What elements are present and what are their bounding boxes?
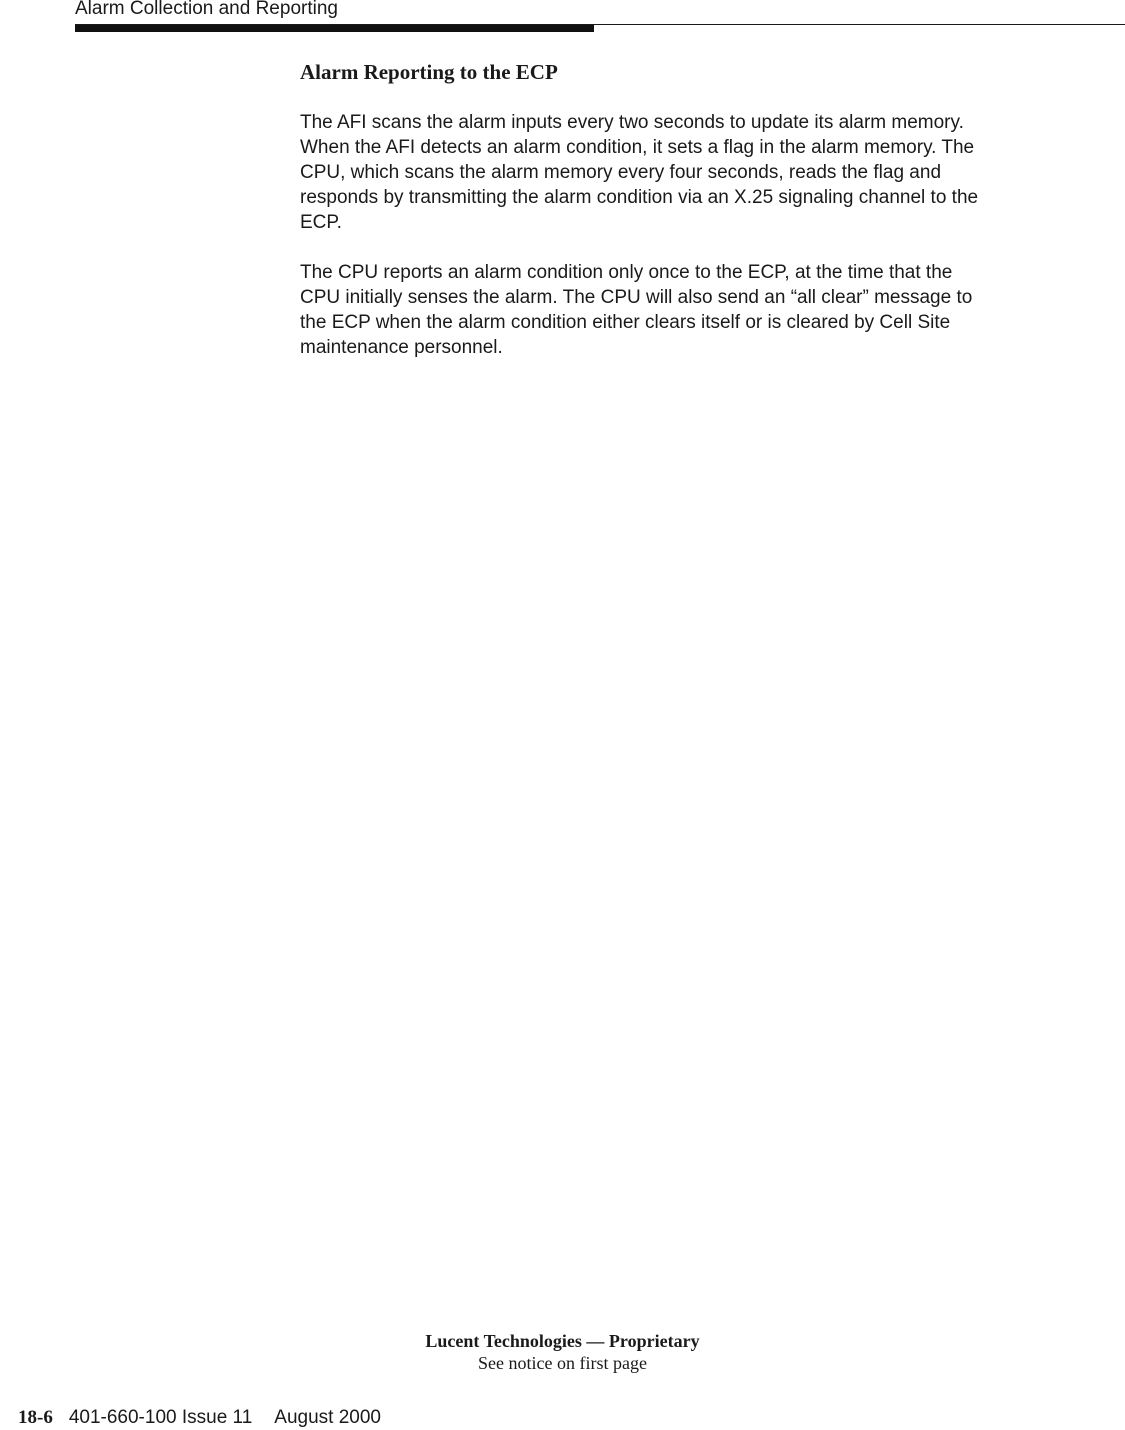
running-header: Alarm Collection and Reporting (75, 0, 338, 19)
document-date: August 2000 (274, 1407, 381, 1428)
paragraph-line: The AFI scans the alarm inputs every two seconds to update its alarm memory. (300, 112, 964, 133)
section-title: Alarm Reporting to the ECP (300, 60, 558, 84)
page-number: 18-6 (18, 1407, 53, 1428)
paragraph-line: CPU, which scans the alarm memory every four seconds, reads the flag and (300, 162, 942, 183)
paragraph-line: When the AFI detects an alarm condition, it sets a flag in the alarm memory. The (300, 137, 975, 158)
page-footer (18, 1406, 381, 1430)
paragraph-2 (300, 260, 1060, 360)
paragraph-line: CPU initially senses the alarm. The CPU will also send an “all clear” message to (300, 287, 973, 308)
footer-company: Lucent Technologies — Proprietary (425, 1331, 700, 1351)
paragraph-line: responds by transmitting the alarm condition via an X.25 signaling channel to the (300, 187, 979, 208)
paragraph-line: The CPU reports an alarm condition only once to the ECP, at the time that the (300, 262, 953, 283)
paragraph-line: ECP. (300, 212, 342, 233)
paragraph-line: maintenance personnel. (300, 337, 503, 358)
document-id: 401-660-100 Issue 11 (68, 1407, 253, 1428)
paragraph-line: the ECP when the alarm condition either clears itself or is cleared by Cell Site (300, 312, 951, 333)
footer-notice: See notice on first page (478, 1353, 647, 1373)
paragraph-1 (300, 110, 1060, 235)
header-rule-thick (75, 25, 594, 32)
